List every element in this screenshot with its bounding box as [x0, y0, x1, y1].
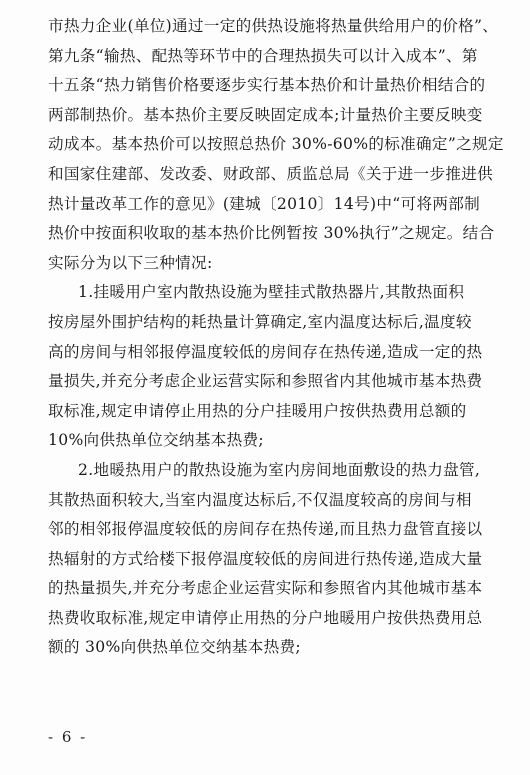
text-line: 市热力企业(单位)通过一定的供热设施将热量供给用户的价格”、	[48, 17, 499, 35]
text-line: 邻的相邻报停温度较低的房间存在热传递,而且热力盘管直接以	[48, 520, 483, 539]
text-line: 额的 30%向供热单位交纳基本热费;	[48, 638, 301, 657]
text-line: 10%向供热单位交纳基本热费;	[48, 431, 264, 450]
text-line: 两部制热价。基本热价主要反映固定成本;计量热价主要反映变	[48, 105, 483, 124]
text-line: 取标准,规定申请停止用热的分户挂暖用户按供热费用总额的	[48, 401, 467, 420]
text-line: 动成本。基本热价可以按照总热价 30%-60%的标准确定”之规定	[48, 135, 504, 154]
text-line: 的热量损失,并充分考虑企业运营实际和参照省内其他城市基本	[48, 579, 483, 598]
text-line: 十五条“热力销售价格要逐步实行基本热价和计量热价相结合的	[48, 76, 486, 95]
text-line: 热计量改革工作的意见》(建城〔2010〕14号)中“可将两部制	[48, 194, 481, 213]
text-line: 第九条“输热、配热等环节中的合理热损失可以计入成本”、第	[48, 46, 478, 65]
text-line: 量损失,并充分考虑企业运营实际和参照省内其他城市基本热费	[48, 372, 483, 391]
text-line: 热费收取标准,规定申请停止用热的分户地暖用户按供热费用总	[48, 608, 483, 627]
text-line: 热价中按面积收取的基本热价比例暂按 30%执行”之规定。结合	[48, 224, 495, 243]
text-line: 和国家住建部、发改委、财政部、质监总局《关于进一步推进供	[48, 164, 494, 183]
text-line: 其散热面积较大,当室内温度达标后,不仅温度较高的房间与相	[48, 490, 472, 509]
text-line: 实际分为以下三种情况:	[48, 253, 213, 272]
paragraph-1-first-line: 1.挂暖用户室内散热设施为壁挂式散热器片,其散热面积	[78, 283, 465, 302]
text-line: 高的房间与相邻报停温度较低的房间存在热传递,造成一定的热	[48, 342, 483, 361]
text-line: 热辐射的方式给楼下报停温度较低的房间进行热传递,造成大量	[48, 549, 483, 568]
document-body	[48, 12, 504, 663]
paragraph-2-first-line: 2.地暖热用户的散热设施为室内房间地面敷设的热力盘管,	[78, 460, 481, 479]
text-line: 按房屋外围护结构的耗热量计算确定,室内温度达标后,温度较	[48, 312, 472, 331]
page-number: - 6 -	[48, 728, 88, 746]
